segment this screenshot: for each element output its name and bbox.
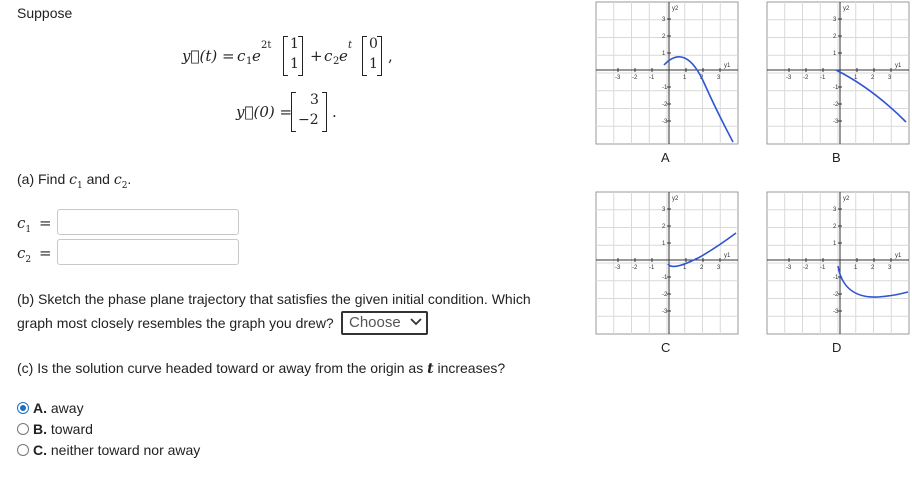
phase-plane-graph-c xyxy=(596,192,738,334)
x-axis-label: y1 xyxy=(895,253,902,259)
vector1-bottom: 1 xyxy=(290,56,299,72)
part-b-line1: (b) Sketch the phase plane trajectory that satisfies the given initial condition. Which xyxy=(17,291,531,307)
y-tick-label: -3 xyxy=(662,119,668,125)
graph-choice-value: Choose xyxy=(349,314,401,331)
exp1-power: 2t xyxy=(261,40,272,51)
y-tick-label: 3 xyxy=(662,17,666,23)
x-tick-label: 1 xyxy=(854,75,858,81)
x-tick-label: 1 xyxy=(683,265,687,271)
exp2-power: t xyxy=(348,40,353,51)
x-tick-label: 2 xyxy=(700,75,704,81)
y-of-t-label: y⃗(t) = xyxy=(182,47,235,65)
y-tick-label: 1 xyxy=(833,241,837,247)
phase-plane-graph-a xyxy=(596,2,738,144)
c2-symbol: c xyxy=(324,47,333,65)
graph-a-label: A xyxy=(661,150,670,165)
part-a-c2-sub: 2 xyxy=(121,180,128,191)
x-tick-label: 2 xyxy=(871,265,875,271)
x-tick-label: -3 xyxy=(615,75,621,81)
y-tick-label: -2 xyxy=(662,292,668,298)
x-tick-label: 3 xyxy=(717,75,721,81)
x-tick-label: -2 xyxy=(803,75,809,81)
y-tick-label: 2 xyxy=(833,224,837,230)
part-b-line2: graph most closely resembles the graph you drew? xyxy=(17,315,334,331)
part-c-t: t xyxy=(427,361,434,377)
y-tick-label: -1 xyxy=(833,275,839,281)
x-tick-label: 2 xyxy=(871,75,875,81)
y-tick-label: 3 xyxy=(833,17,837,23)
y-tick-label: 1 xyxy=(662,51,666,57)
part-a-c1: c xyxy=(69,172,77,188)
phase-plane-graph-b xyxy=(767,2,909,144)
x-tick-label: 1 xyxy=(854,265,858,271)
c2-field-eq: = xyxy=(39,244,52,262)
c2-field-sub: 2 xyxy=(25,254,32,265)
x-tick-label: -1 xyxy=(649,75,655,81)
y-tick-label: -2 xyxy=(833,292,839,298)
y-axis-label: y2 xyxy=(672,196,679,202)
c2-subscript: 2 xyxy=(333,56,340,67)
option-a-letter: A. xyxy=(33,400,47,416)
part-a-and: and xyxy=(86,171,110,187)
part-a-prefix: (a) Find xyxy=(17,171,66,187)
x-tick-label: 1 xyxy=(683,75,687,81)
c1-field-sub: 1 xyxy=(25,224,32,235)
comma: , xyxy=(388,47,393,65)
y-tick-label: -1 xyxy=(833,85,839,91)
y-tick-label: -3 xyxy=(662,309,668,315)
exp1-base: e xyxy=(252,47,261,65)
x-axis-label: y1 xyxy=(724,63,731,69)
x-tick-label: -1 xyxy=(649,265,655,271)
x-tick-label: 2 xyxy=(700,265,704,271)
y-tick-label: 1 xyxy=(833,51,837,57)
x-tick-label: 3 xyxy=(717,265,721,271)
c1-field-eq: = xyxy=(39,214,52,232)
graph-d-label: D xyxy=(832,340,842,355)
y-axis-label: y2 xyxy=(672,6,679,12)
c1-field-symbol: c xyxy=(17,214,26,232)
y-axis-label: y2 xyxy=(843,196,850,202)
part-a-c2: c xyxy=(113,172,122,188)
y-of-zero-label: y⃗(0) = xyxy=(236,103,293,121)
exp2-base: e xyxy=(339,47,348,65)
part-a-c1-sub: 1 xyxy=(76,180,83,191)
y-tick-label: 1 xyxy=(662,241,666,247)
c1-subscript: 1 xyxy=(246,56,253,67)
x-tick-label: -1 xyxy=(820,75,826,81)
x-tick-label: -3 xyxy=(786,75,792,81)
option-c-text: neither toward nor away xyxy=(50,442,201,458)
x-tick-label: -2 xyxy=(803,265,809,271)
ic-top: 3 xyxy=(310,92,319,108)
y-tick-label: 2 xyxy=(833,34,837,40)
vector2-bottom: 1 xyxy=(369,56,378,72)
vector2-top: 0 xyxy=(369,36,378,52)
y-tick-label: 3 xyxy=(662,207,666,213)
x-tick-label: -3 xyxy=(786,265,792,271)
period: . xyxy=(332,103,337,121)
y-tick-label: -3 xyxy=(833,309,839,315)
ic-bottom: −2 xyxy=(298,112,319,128)
vector1-top: 1 xyxy=(290,36,299,52)
part-c-prefix: (c) Is the solution curve headed toward or away from the origin as xyxy=(17,360,424,376)
option-b-letter: B. xyxy=(33,421,47,437)
x-tick-label: 3 xyxy=(888,75,892,81)
y-tick-label: 2 xyxy=(662,224,666,230)
x-tick-label: -2 xyxy=(632,265,638,271)
part-a-period: . xyxy=(127,171,132,187)
y-tick-label: -2 xyxy=(662,102,668,108)
plus-sign: + xyxy=(310,47,323,65)
y-tick-label: 2 xyxy=(662,34,666,40)
y-tick-label: -1 xyxy=(662,275,668,281)
x-axis-label: y1 xyxy=(895,63,902,69)
option-b-text: toward xyxy=(50,421,93,437)
part-c-suffix: increases? xyxy=(437,360,506,376)
y-tick-label: -1 xyxy=(662,85,668,91)
option-c-letter: C. xyxy=(33,442,47,458)
y-tick-label: 3 xyxy=(833,207,837,213)
y-axis-label: y2 xyxy=(843,6,850,12)
c2-field-symbol: c xyxy=(17,244,26,262)
intro-text: Suppose xyxy=(17,5,73,21)
x-axis-label: y1 xyxy=(724,253,731,259)
y-tick-label: -2 xyxy=(833,102,839,108)
x-tick-label: -1 xyxy=(820,265,826,271)
x-tick-label: 3 xyxy=(888,265,892,271)
c1-symbol: c xyxy=(237,47,246,65)
phase-plane-graph-d xyxy=(767,192,909,334)
x-tick-label: -2 xyxy=(632,75,638,81)
option-a-text: away xyxy=(50,400,84,416)
graph-c-label: C xyxy=(661,340,671,355)
x-tick-label: -3 xyxy=(615,265,621,271)
graph-b-label: B xyxy=(832,150,841,165)
y-tick-label: -3 xyxy=(833,119,839,125)
